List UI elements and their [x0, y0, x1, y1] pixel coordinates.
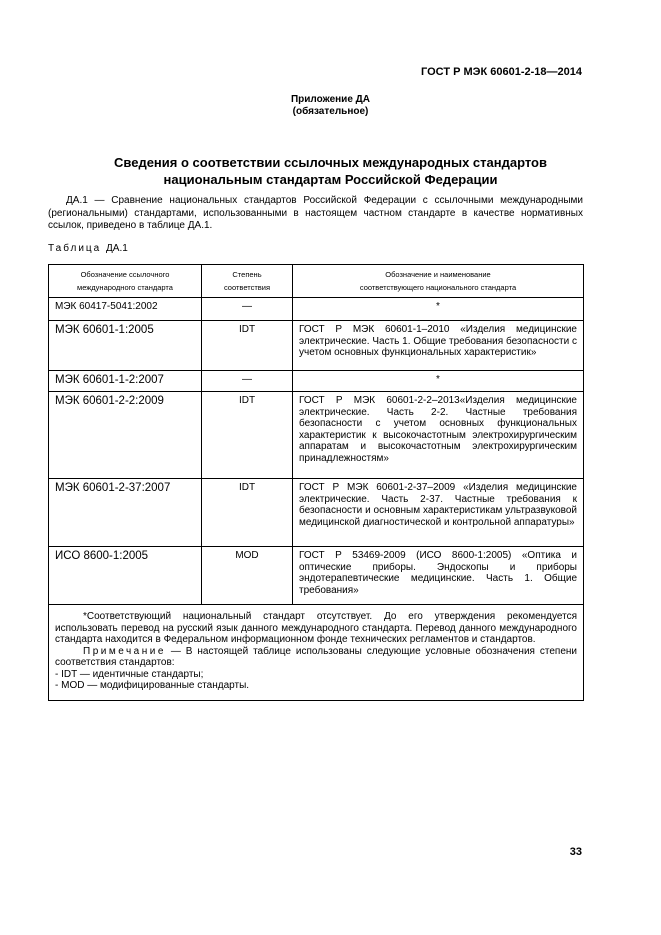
intro-paragraph: ДА.1 — Сравнение национальных стандартов Российской Федерации с ссылочными международными (региональными) стандартами, использованными в настоящем частном стандарте в качестве нормативных ссылок, приведено в таблице ДА.1.: [48, 195, 583, 231]
footnote-note: [55, 646, 577, 669]
table-header-row: [49, 265, 584, 298]
table-row: [49, 547, 584, 605]
header-national-standard: Обозначение и наименование соответствующего национального стандарта: [293, 265, 584, 298]
cell-national: ГОСТ Р МЭК 60601-2-37–2009 «Изделия медицинские электрические. Часть 2-37. Частные требования к безопасности и основным характеристикам ультразвуковой медицинской диагностической и контрольной аппаратуры»: [293, 479, 584, 547]
correspondence-table: [48, 264, 584, 701]
cell-national: *: [293, 371, 584, 392]
table-row: [49, 298, 584, 321]
page-number: 33: [569, 846, 582, 858]
cell-degree: —: [202, 371, 293, 392]
table-caption-word: Таблица: [48, 243, 102, 254]
note-text: — В настоящей таблице использованы следующие условные обозначения степени соответствия стандартов:: [55, 645, 578, 668]
cell-ref: МЭК 60601-1:2005: [49, 321, 202, 371]
cell-national: ГОСТ Р МЭК 60601-1–2010 «Изделия медицинские электрические. Часть 1. Общие требования безопасности с учетом основных функциональных характеристик»: [293, 321, 584, 371]
cell-ref: МЭК 60601-1-2:2007: [49, 371, 202, 392]
annex-title: Приложение ДА: [290, 94, 371, 105]
table-row: [49, 479, 584, 547]
annex-status: (обязательное): [292, 106, 369, 117]
table-row: [49, 321, 584, 371]
page-title: [48, 154, 613, 188]
note-label: Примечание: [83, 645, 166, 657]
cell-national: *: [293, 298, 584, 321]
table-row: [49, 371, 584, 392]
cell-degree: IDT: [202, 479, 293, 547]
legend-idt: - IDT — идентичные стандарты;: [55, 668, 204, 680]
cell-national: ГОСТ Р МЭК 60601-2-2–2013«Изделия медицинские электрические. Часть 2-2. Частные требования безопасности с учетом основных функциональных характеристик к высокочастотным электрохирургическим аппаратам и высокочастотным электрохирургическим принадлежностям»: [293, 392, 584, 479]
table-footnote-row: [49, 605, 584, 701]
header-ref-standard: Обозначение ссылочного международного стандарта: [49, 265, 202, 298]
cell-national: ГОСТ Р 53469-2009 (ИСО 8600-1:2005) «Оптика и оптические приборы. Эндоскопы и приборы эндотерапевтические медицинские. Часть 1. Общие требования»: [293, 547, 584, 605]
cell-degree: IDT: [202, 392, 293, 479]
cell-ref: ИСО 8600-1:2005: [49, 547, 202, 605]
cell-ref: МЭК 60417-5041:2002: [49, 298, 202, 321]
table-caption: [48, 243, 128, 254]
footnote-asterisk: *Соответствующий национальный стандарт отсутствует. До его утверждения рекомендуется использовать перевод на русский язык данного международного стандарта. Перевод данного международного стандарта находится в Федеральном информационном фонде технических регламентов и стандартов.: [55, 611, 577, 645]
table-caption-number: ДА.1: [106, 243, 128, 254]
page-title-line1: Сведения о соответствии ссылочных международных стандартов: [114, 155, 547, 170]
annex-heading: [0, 94, 661, 118]
table-footnote: [49, 605, 584, 701]
page-title-line2: национальным стандартам Российской Федерации: [163, 172, 498, 187]
header-degree: Степень соответствия: [202, 265, 293, 298]
cell-degree: —: [202, 298, 293, 321]
table-row: [49, 392, 584, 479]
cell-ref: МЭК 60601-2-2:2009: [49, 392, 202, 479]
cell-ref: МЭК 60601-2-37:2007: [49, 479, 202, 547]
cell-degree: IDT: [202, 321, 293, 371]
cell-degree: MOD: [202, 547, 293, 605]
legend-mod: - MOD — модифицированные стандарты.: [55, 680, 250, 691]
standard-code-header: ГОСТ Р МЭК 60601-2-18—2014: [421, 66, 582, 78]
